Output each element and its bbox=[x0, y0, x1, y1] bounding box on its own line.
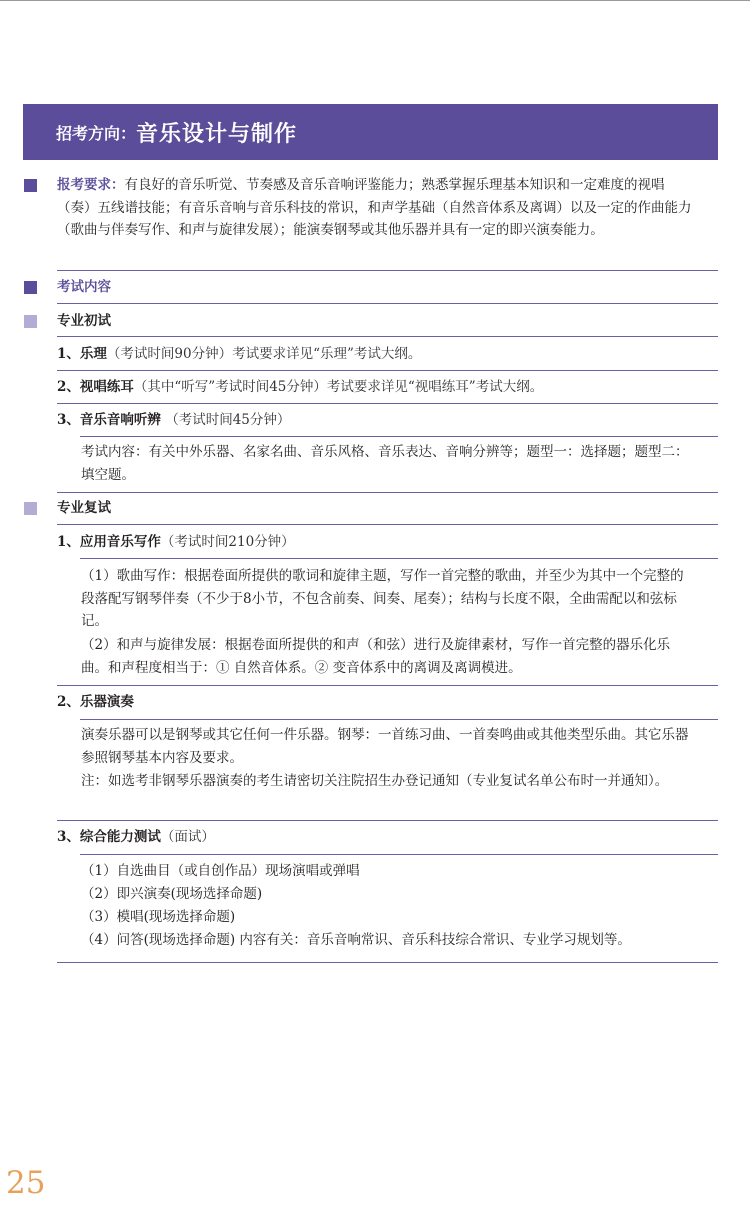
requirement-label: 报考要求： bbox=[57, 177, 125, 193]
exam-content-heading: 考试内容 bbox=[57, 279, 111, 295]
banner-label: 招考方向： bbox=[56, 123, 137, 143]
retest-item-2-paragraph-2: 注：如选考非钢琴乐器演奏的考生请密切关注院招生办登记通知（专业复试名单公布时一并通知）。 bbox=[81, 773, 669, 789]
divider bbox=[57, 370, 718, 371]
retest-heading: 专业复试 bbox=[57, 500, 111, 516]
initial-heading: 专业初试 bbox=[57, 313, 111, 329]
retest-item-2-paragraph-1: 演奏乐器可以是钢琴或其它任何一件乐器。钢琴：一首练习曲、一首奏鸣曲或其他类型乐曲。其它乐器参照钢琴基本内容及要求。 bbox=[81, 727, 689, 766]
bullet-square bbox=[24, 179, 37, 192]
page-number: 25 bbox=[6, 1165, 46, 1201]
divider bbox=[57, 685, 718, 686]
requirement-paragraph bbox=[57, 174, 695, 242]
divider bbox=[57, 962, 718, 963]
initial-item-1: 1、乐理（考试时间90分钟）考试要求详见“乐理”考试大纲。 bbox=[57, 346, 422, 362]
divider bbox=[57, 492, 718, 493]
bullet-square bbox=[24, 315, 37, 328]
retest-item-2: 2、乐器演奏 bbox=[57, 694, 134, 710]
banner-title: 音乐设计与制作 bbox=[136, 120, 298, 147]
initial-item-3: 3、音乐音响听辨 （考试时间45分钟） bbox=[57, 412, 291, 428]
requirement-text: 有良好的音乐听觉、节奏感及音乐音响评鉴能力；熟悉掌握乐理基本知识和一定难度的视唱（奏）五线谱技能；有音乐音响与音乐科技的常识，和声学基础（自然音体系及离调）以及一定的作曲能力（歌曲与伴奏写作、和声与旋律发展）；能演奏钢琴或其他乐器并具有一定的即兴演奏能力。 bbox=[57, 177, 692, 238]
divider bbox=[57, 820, 718, 821]
divider bbox=[80, 436, 718, 437]
retest-item-3-line-2: （2）即兴演奏(现场选择命题) bbox=[81, 886, 263, 902]
bullet-square bbox=[24, 502, 37, 515]
bullet-square bbox=[24, 281, 37, 294]
retest-item-1: 1、应用音乐写作（考试时间210分钟） bbox=[57, 534, 295, 550]
retest-item-3: 3、综合能力测试（面试） bbox=[57, 829, 215, 845]
divider bbox=[57, 270, 718, 271]
retest-item-3-line-4: （4）问答(现场选择命题) 内容有关：音乐音响常识、音乐科技综合常识、专业学习规划等。 bbox=[81, 932, 631, 948]
divider bbox=[57, 524, 718, 525]
retest-item-3-line-1: （1）自选曲目（或自创作品）现场演唱或弹唱 bbox=[81, 863, 360, 879]
divider bbox=[57, 336, 718, 337]
initial-item-3-description: 考试内容：有关中外乐器、名家名曲、音乐风格、音乐表达、音响分辨等；题型一：选择题；题型二：填空题。 bbox=[81, 444, 689, 483]
divider bbox=[80, 719, 718, 720]
divider bbox=[57, 403, 718, 404]
retest-item-3-line-3: （3）模唱(现场选择命题) bbox=[81, 909, 236, 925]
top-rule bbox=[0, 0, 750, 1]
divider bbox=[80, 854, 718, 855]
section-banner bbox=[23, 104, 718, 160]
divider bbox=[80, 558, 718, 559]
retest-item-1-paragraph-1: （1）歌曲写作：根据卷面所提供的歌词和旋律主题，写作一首完整的歌曲，并至少为其中一个完整的段落配写钢琴伴奏（不少于8小节，不包含前奏、间奏、尾奏）；结构与长度不限，全曲需配以和弦标记。 bbox=[81, 568, 684, 629]
retest-item-1-paragraph-2: （2）和声与旋律发展：根据卷面所提供的和声（和弦）进行及旋律素材，写作一首完整的器乐化乐曲。和声程度相当于：① 自然音体系。② 变音体系中的离调及离调模进。 bbox=[81, 637, 671, 676]
initial-item-2: 2、视唱练耳（其中“听写”考试时间45分钟）考试要求详见“视唱练耳”考试大纲。 bbox=[57, 379, 544, 395]
divider bbox=[57, 303, 718, 304]
